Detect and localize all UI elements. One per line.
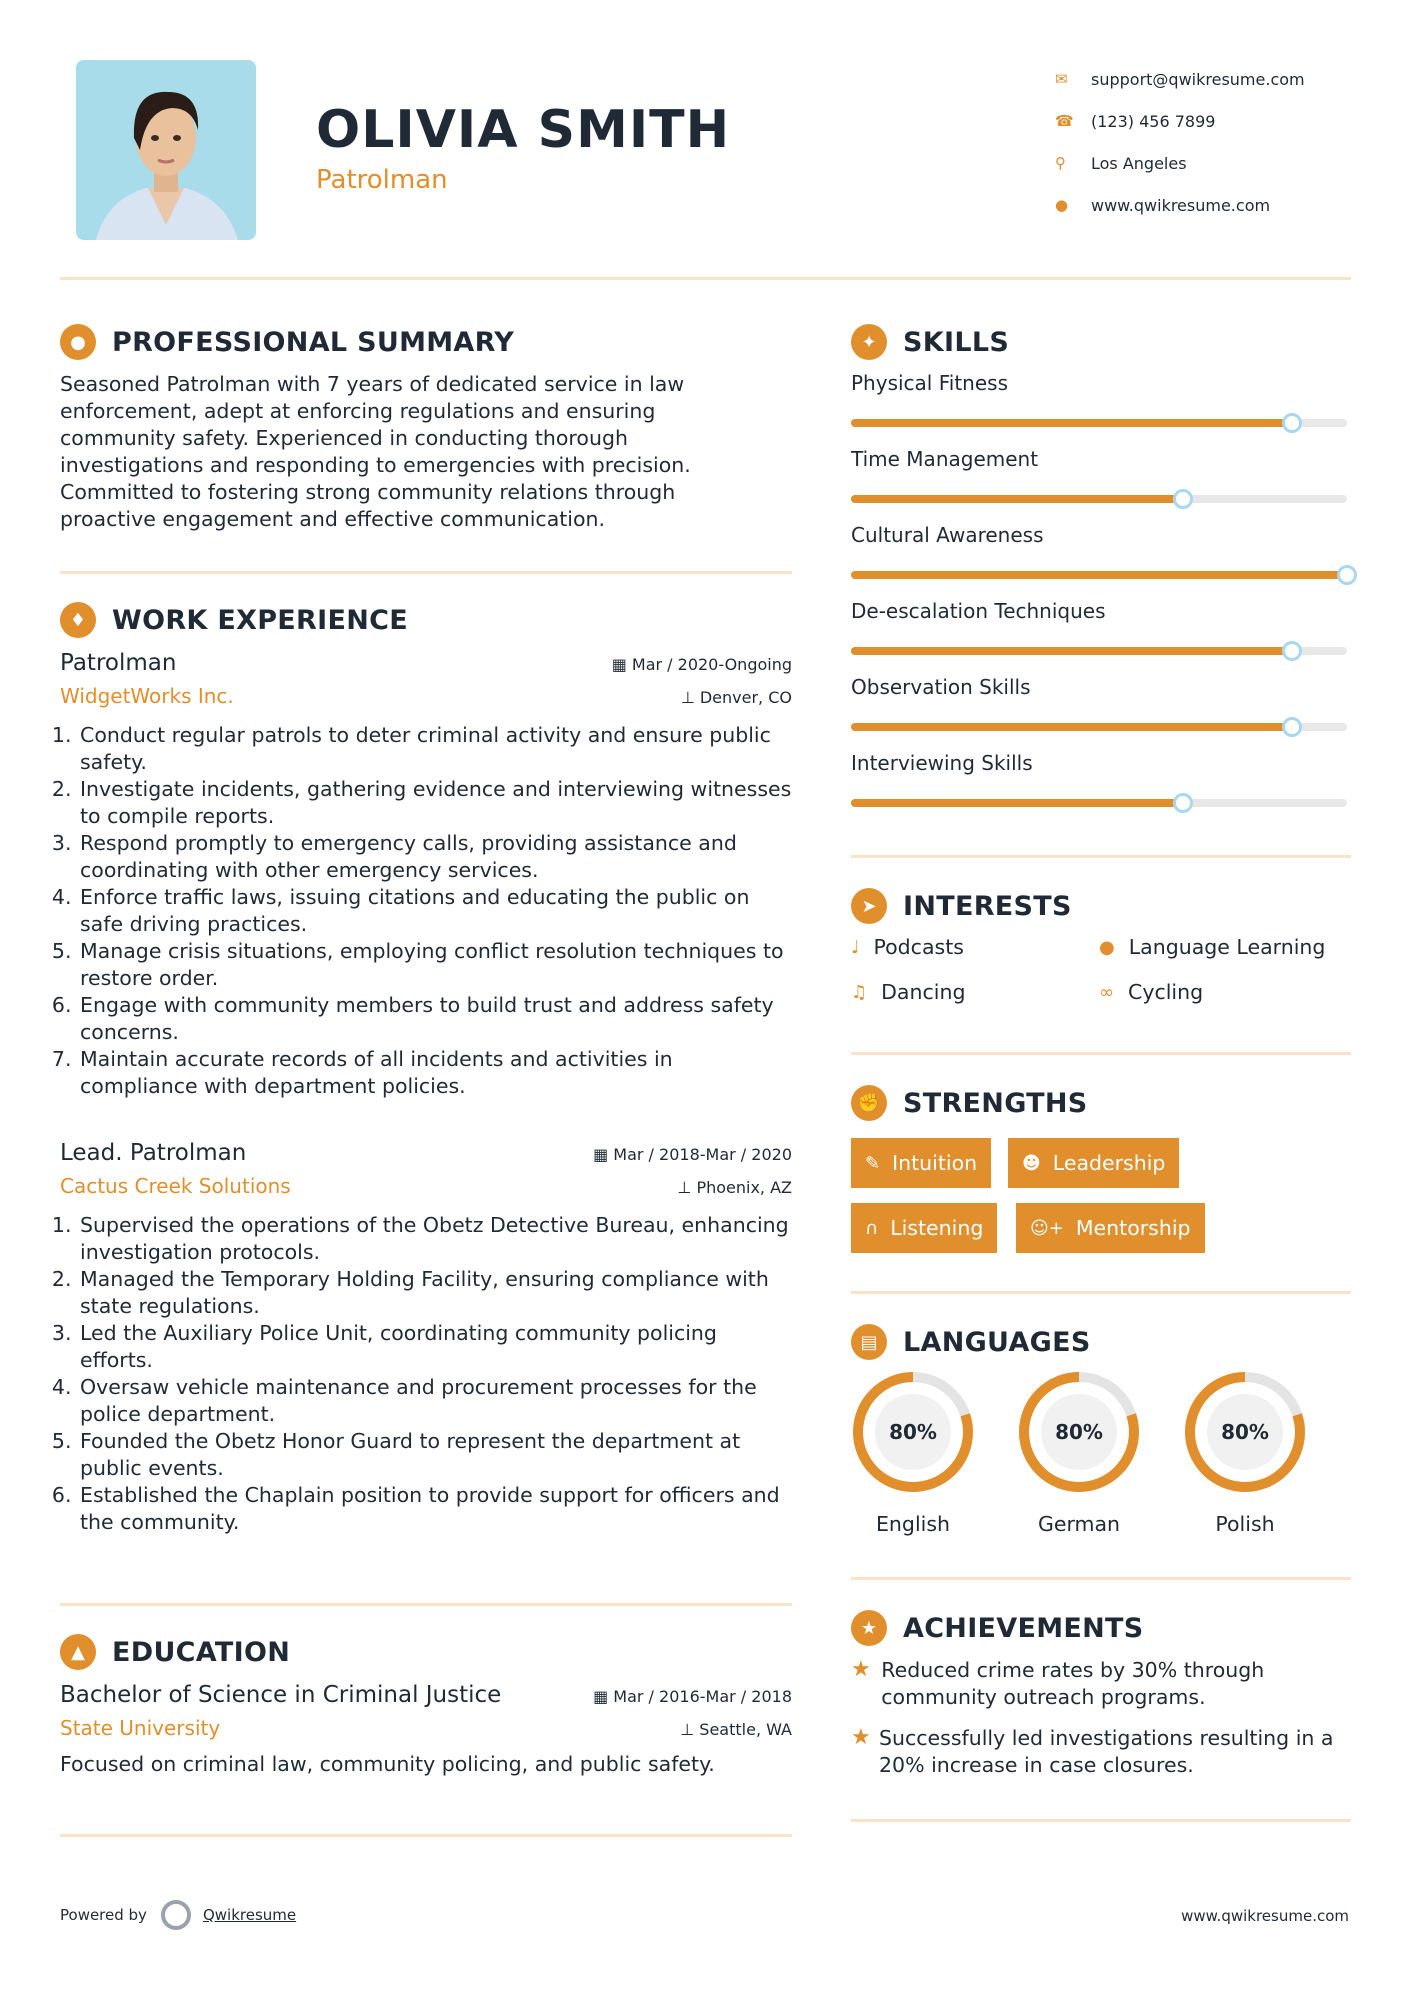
skill-bar	[851, 571, 1347, 579]
job-location-wrap	[677, 1178, 792, 1197]
achievement-text: Reduced crime rates by 30% through community outreach programs.	[881, 1658, 1265, 1709]
qwikresume-logo-icon	[161, 1900, 191, 1930]
achievements-divider	[851, 1819, 1351, 1822]
summary-line: enforcement, adept at enforcing regulations and ensuring	[60, 399, 656, 423]
edu-description: Focused on criminal law, community policing, and public safety.	[60, 1752, 715, 1776]
star-icon: ★	[851, 1657, 871, 1682]
language-name: Polish	[1215, 1512, 1275, 1536]
language-card-icon: ▤	[851, 1324, 887, 1360]
headphones-icon: ∩	[865, 1217, 879, 1239]
job-entry	[60, 1140, 792, 1536]
strength-label: Intuition	[892, 1151, 978, 1175]
contact-list	[1055, 58, 1355, 226]
profile-photo	[76, 60, 256, 240]
duty-item: 2. Investigate incidents, gathering evidence and interviewing witnesses to compile reports.	[78, 776, 792, 830]
magic-wand-icon: ✎	[865, 1152, 881, 1174]
skill-bar-fill	[851, 495, 1183, 503]
summary-divider	[60, 571, 792, 574]
job-location: Denver, CO	[699, 688, 792, 707]
job-role: Patrolman	[60, 650, 177, 676]
achievement-text: Successfully led investigations resulting in a 20% increase in case closures.	[878, 1726, 1334, 1777]
candidate-name: OLIVIA SMITH	[316, 100, 731, 160]
skill-bar-fill	[851, 571, 1347, 579]
achievements-title: ACHIEVEMENTS	[903, 1612, 1144, 1644]
education-divider	[60, 1834, 792, 1837]
job-entry	[60, 650, 792, 1100]
languages-divider	[851, 1577, 1351, 1580]
skill-level-knob	[1282, 413, 1302, 433]
edu-dates: Mar / 2016-Mar / 2018	[613, 1687, 792, 1706]
skills-divider	[851, 855, 1351, 858]
location-icon: ⚲	[1055, 154, 1066, 172]
contact-email-text: support@qwikresume.com	[1091, 69, 1305, 89]
brand-link[interactable]: Qwikresume	[202, 1906, 297, 1924]
interests-heading	[851, 888, 1072, 924]
footer-url[interactable]: www.qwikresume.com	[1181, 1907, 1349, 1925]
calendar-icon: ▦	[593, 1687, 614, 1706]
language-ring	[1183, 1370, 1307, 1494]
skill-name: Physical Fitness	[851, 371, 1008, 395]
fist-icon: ✊	[851, 1085, 887, 1121]
skill-name: Interviewing Skills	[851, 751, 1033, 775]
strength-tag	[1016, 1203, 1205, 1253]
skill-bar	[851, 723, 1347, 731]
pin-icon: ⊥	[680, 1720, 700, 1739]
header-divider	[60, 277, 1351, 280]
edu-location-wrap	[680, 1720, 792, 1739]
languages-heading	[851, 1324, 1091, 1360]
job-dates: Mar / 2020-Ongoing	[631, 655, 792, 674]
skills-title: SKILLS	[903, 326, 1010, 358]
powered-by-text: Powered by	[60, 1906, 147, 1924]
lightbulb-icon: ✦	[851, 324, 887, 360]
skill-bar-fill	[851, 647, 1292, 655]
strengths-heading	[851, 1085, 1088, 1121]
bicycle-icon: ∞	[1099, 981, 1114, 1003]
interest-item	[851, 935, 964, 959]
duty-item: 7. Maintain accurate records of all incidents and activities in compliance with department policies.	[78, 1046, 792, 1100]
pin-icon: ⊥	[677, 1178, 697, 1197]
summary-line: investigations and responding to emergencies with precision.	[60, 453, 691, 477]
skill-bar-fill	[851, 723, 1292, 731]
strength-tag	[1008, 1138, 1179, 1188]
interest-item	[1099, 980, 1203, 1004]
summary-line: Committed to fostering strong community relations through	[60, 480, 676, 504]
work-title: WORK EXPERIENCE	[112, 604, 408, 636]
duty-item: 4. Oversaw vehicle maintenance and procurement processes for the police department.	[78, 1374, 792, 1428]
skill-item	[851, 371, 1351, 427]
globe-icon: ●	[1099, 936, 1115, 958]
contact-website[interactable]	[1055, 184, 1355, 226]
duty-item: 6. Established the Chaplain position to provide support for officers and the community.	[78, 1482, 792, 1536]
job-duties	[60, 722, 792, 1100]
duty-item: 5. Founded the Obetz Honor Guard to represent the department at public events.	[78, 1428, 792, 1482]
contact-phone-text: (123) 456 7899	[1091, 111, 1216, 131]
education-title: EDUCATION	[112, 1636, 291, 1668]
languages-title: LANGUAGES	[903, 1326, 1091, 1358]
skill-item	[851, 675, 1351, 731]
email-icon: ✉	[1055, 70, 1068, 88]
summary-line: community safety. Experienced in conducting thorough	[60, 426, 628, 450]
duty-item: 1. Conduct regular patrols to deter criminal activity and ensure public safety.	[78, 722, 792, 776]
language-item	[1183, 1370, 1307, 1536]
skill-level-knob	[1173, 793, 1193, 813]
skill-level-knob	[1337, 565, 1357, 585]
candidate-title: Patrolman	[316, 165, 448, 195]
graduate-icon: ▲	[60, 1634, 96, 1670]
user-icon: ●	[60, 324, 96, 360]
contact-location	[1055, 142, 1355, 184]
music-note-icon: ♫	[851, 981, 868, 1003]
school: State University	[60, 1716, 221, 1740]
job-company: Cactus Creek Solutions	[60, 1174, 291, 1198]
education-heading	[60, 1634, 290, 1670]
language-item	[1017, 1370, 1141, 1536]
skill-name: Time Management	[851, 447, 1039, 471]
edu-dates-wrap	[593, 1687, 792, 1706]
globe-icon: ●	[1055, 196, 1069, 214]
duty-item: 6. Engage with community members to build trust and address safety concerns.	[78, 992, 792, 1046]
interest-label: Language Learning	[1128, 935, 1326, 959]
job-dates-wrap	[612, 655, 792, 674]
person-photo-icon	[76, 60, 256, 240]
education-entry	[60, 1682, 792, 1776]
strengths-divider	[851, 1291, 1351, 1294]
summary-heading	[60, 324, 514, 360]
duty-item: 4. Enforce traffic laws, issuing citations and educating the public on safe driving practices.	[78, 884, 792, 938]
skill-name: Cultural Awareness	[851, 523, 1044, 547]
duty-item: 3. Respond promptly to emergency calls, providing assistance and coordinating with other emergency services.	[78, 830, 792, 884]
interests-divider	[851, 1052, 1351, 1055]
skill-bar-fill	[851, 799, 1183, 807]
skill-bar	[851, 419, 1347, 427]
skill-level-knob	[1173, 489, 1193, 509]
strength-label: Mentorship	[1075, 1216, 1191, 1240]
language-ring	[1017, 1370, 1141, 1494]
skill-bar	[851, 799, 1347, 807]
calendar-icon: ▦	[611, 655, 632, 674]
skills-heading	[851, 324, 1009, 360]
paper-plane-icon: ➤	[851, 888, 887, 924]
user-plus-icon: ☺+	[1030, 1217, 1064, 1239]
language-percent: 80%	[1221, 1420, 1269, 1444]
job-duties	[60, 1212, 792, 1536]
language-item	[851, 1370, 975, 1536]
skill-item	[851, 447, 1351, 503]
job-company: WidgetWorks Inc.	[60, 684, 234, 708]
summary-line: proactive engagement and effective communication.	[60, 507, 606, 531]
interest-label: Podcasts	[873, 935, 964, 959]
strength-tag	[851, 1138, 991, 1188]
skill-bar	[851, 647, 1347, 655]
contact-email[interactable]	[1055, 58, 1355, 100]
job-role: Lead. Patrolman	[60, 1140, 247, 1166]
calendar-icon: ▦	[593, 1145, 614, 1164]
skill-name: Observation Skills	[851, 675, 1031, 699]
language-percent: 80%	[889, 1420, 937, 1444]
achievement-item	[851, 1725, 1351, 1779]
duty-item: 3. Led the Auxiliary Police Unit, coordinating community policing efforts.	[78, 1320, 792, 1374]
skill-item	[851, 523, 1351, 579]
work-divider	[60, 1603, 792, 1606]
job-dates: Mar / 2018-Mar / 2020	[613, 1145, 792, 1164]
skill-item	[851, 599, 1351, 655]
interests-title: INTERESTS	[903, 890, 1072, 922]
interest-label: Cycling	[1128, 980, 1204, 1004]
skill-item	[851, 751, 1351, 807]
skill-bar-fill	[851, 419, 1292, 427]
duty-item: 2. Managed the Temporary Holding Facility, ensuring compliance with state regulations.	[78, 1266, 792, 1320]
job-location: Phoenix, AZ	[696, 1178, 792, 1197]
strength-tag	[851, 1203, 997, 1253]
degree: Bachelor of Science in Criminal Justice	[60, 1682, 502, 1708]
briefcase-icon: ♦	[60, 602, 96, 638]
skill-bar	[851, 495, 1347, 503]
edu-location: Seattle, WA	[699, 1720, 792, 1739]
skill-level-knob	[1282, 641, 1302, 661]
pin-icon: ⊥	[680, 688, 700, 707]
duty-item: 5. Manage crisis situations, employing conflict resolution techniques to restore order.	[78, 938, 792, 992]
interest-item	[1099, 935, 1325, 959]
star-icon: ★	[851, 1725, 871, 1750]
achievements-heading	[851, 1610, 1144, 1646]
microphone-icon: ♩	[851, 936, 860, 958]
job-location-wrap	[681, 688, 792, 707]
job-dates-wrap	[593, 1145, 792, 1164]
achievement-item	[851, 1657, 1351, 1711]
work-heading	[60, 602, 408, 638]
skill-name: De-escalation Techniques	[851, 599, 1106, 623]
contact-location-text: Los Angeles	[1091, 153, 1187, 173]
star-badge-icon: ★	[851, 1610, 887, 1646]
language-percent: 80%	[1055, 1420, 1103, 1444]
language-name: German	[1037, 1512, 1121, 1536]
interest-item	[851, 980, 965, 1004]
summary-title: PROFESSIONAL SUMMARY	[112, 326, 515, 358]
phone-icon: ☎	[1055, 112, 1074, 130]
language-ring	[851, 1370, 975, 1494]
strength-label: Leadership	[1052, 1151, 1166, 1175]
summary-text	[60, 371, 800, 533]
users-icon: ☻	[1022, 1152, 1041, 1174]
language-name: English	[875, 1512, 951, 1536]
interest-label: Dancing	[881, 980, 966, 1004]
summary-line: Seasoned Patrolman with 7 years of dedicated service in law	[60, 372, 685, 396]
contact-website-text: www.qwikresume.com	[1091, 195, 1271, 215]
skill-level-knob	[1282, 717, 1302, 737]
strength-label: Listening	[890, 1216, 984, 1240]
strengths-title: STRENGTHS	[903, 1087, 1088, 1119]
duty-item: 1. Supervised the operations of the Obetz Detective Bureau, enhancing investigation protocols.	[78, 1212, 792, 1266]
contact-phone[interactable]	[1055, 100, 1355, 142]
footer-powered-by	[60, 1900, 296, 1930]
